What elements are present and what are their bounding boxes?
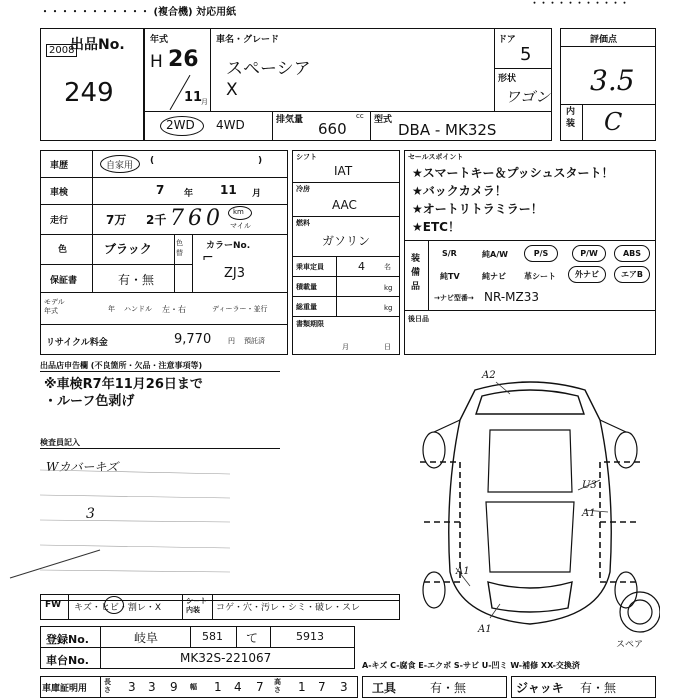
jack-label: ジャッキ <box>516 681 564 695</box>
year-label: 年式 <box>150 35 169 45</box>
mileage-label: 走行 <box>50 216 69 226</box>
sales-points-label: セールスポイント <box>408 153 464 161</box>
color-value: ブラック <box>104 242 152 256</box>
damage-legend: A-キズ C-腐食 E-エクボ S-サビ U-凹ミ W-補修 XX-交換済 <box>362 661 580 670</box>
height-d2: 7 <box>318 680 326 694</box>
seller-notes-label: 出品店申告欄 (不良箇所・欠品・注意事項等) <box>40 361 203 370</box>
lot-number: 249 <box>64 78 114 108</box>
inspector-scribble <box>0 440 400 600</box>
seller-note-1: ※車検R7年11月26日まで <box>44 377 203 392</box>
gross-unit: kg <box>384 304 393 312</box>
ac-value: AAC <box>332 198 357 212</box>
equipment-label: 装備品 <box>411 254 421 292</box>
equip-abs: ABS <box>614 245 650 262</box>
car-name: スペーシア <box>226 59 311 79</box>
ac-label: 冷房 <box>296 185 310 193</box>
equip-ext-navi: 外ナビ <box>568 266 606 283</box>
shift-label: シフト <box>296 153 317 161</box>
mileage-man: 7万 <box>106 213 127 227</box>
displacement-label: 排気量 <box>276 115 304 125</box>
recycle-label: リサイクル料金 <box>46 338 108 348</box>
mark-a2: A2 <box>482 370 496 381</box>
year-value: 26 <box>168 47 199 72</box>
equip-leather: 革シート <box>524 272 556 281</box>
sales-point-4: ★ETC！ <box>412 220 460 234</box>
color-label: 色 <box>58 245 68 255</box>
mark-a1-bottom: A1 <box>478 624 492 635</box>
shape-label: 形状 <box>498 74 517 84</box>
chassis-label: 車台No. <box>46 654 89 667</box>
drive-4wd: 4WD <box>216 118 245 132</box>
model-label: 型式 <box>374 115 393 125</box>
fuel-value: ガソリン <box>322 234 371 248</box>
fw-value: キズ・ヒビ・割レ・X <box>74 603 161 613</box>
width-d1: 1 <box>214 680 222 694</box>
inspection-month: 11 <box>220 183 237 197</box>
history-private: 自家用 <box>106 161 134 171</box>
gross-label: 総重量 <box>296 303 317 311</box>
handle-label: ハンドル <box>124 305 152 313</box>
width-label: 幅 <box>190 683 197 691</box>
mileage-mile: マイル <box>230 222 251 230</box>
length-label: 長さ <box>104 678 111 694</box>
jack-value: 有・無 <box>580 681 617 695</box>
sheet-value: コゲ・穴・汚レ・シミ・破レ・スレ <box>216 603 361 613</box>
shape-value: ワゴン <box>505 88 551 106</box>
recycle-amount: 9,770 <box>174 332 212 347</box>
reg-class: 581 <box>202 630 223 643</box>
equip-airbag: エアB <box>614 266 650 283</box>
height-d3: 3 <box>340 680 348 694</box>
equip-navi: 純ナビ <box>482 272 506 281</box>
interior-label: 内装 <box>566 107 576 129</box>
mark-a1-right: A1 <box>582 508 596 519</box>
score-label: 評価点 <box>590 35 618 45</box>
reg-kana: て <box>246 631 259 645</box>
mark-u3: U3 <box>582 480 597 491</box>
warranty-value: 有・無 <box>118 273 155 287</box>
equip-sr: S/R <box>442 249 457 258</box>
handle-value: 左・右 <box>162 305 186 314</box>
height-label: 高さ <box>274 678 281 694</box>
model-year-unit: 年 <box>108 305 115 313</box>
inspection-label: 車検 <box>50 188 69 198</box>
seats-value: 4 <box>358 260 365 273</box>
drive-2wd: 2WD <box>166 118 195 132</box>
color-change-label: 色替 <box>176 239 183 257</box>
seats-unit: 名 <box>384 263 391 271</box>
post-fit-label: 後日品 <box>408 315 429 323</box>
deadline-label: 書類期限 <box>296 320 324 328</box>
chassis-value: MK32S-221067 <box>180 651 272 665</box>
dealer-label: ディーラー・並行 <box>212 305 268 313</box>
year-month-unit: 月 <box>201 98 208 106</box>
sales-point-2: ★バックカメラ！ <box>412 184 507 198</box>
model-value: DBA - MK32S <box>398 121 497 139</box>
equip-tv: 純TV <box>440 272 460 281</box>
width-d2: 4 <box>234 680 242 694</box>
dimensions-box <box>40 676 358 698</box>
sales-point-3: ★オートリトラミラー！ <box>412 202 543 216</box>
deadline-day: 日 <box>384 343 391 351</box>
navi-model-label: →ナビ型番→ <box>434 294 474 302</box>
year-era: H <box>150 52 163 72</box>
door-label: ドア <box>498 35 516 45</box>
history-paren-open: ( <box>150 156 155 166</box>
equip-ps: P/S <box>524 245 558 262</box>
warranty-label: 保証書 <box>50 276 78 286</box>
mileage-km: km <box>233 208 244 216</box>
door-value: 5 <box>520 44 532 65</box>
mileage-rest: 760 <box>170 206 224 231</box>
reg-label: 登録No. <box>46 633 89 646</box>
score-value: 3.5 <box>590 64 635 97</box>
lot-year-tag: 2008 <box>46 44 77 57</box>
tools-value: 有・無 <box>430 681 467 695</box>
sheet-label: シート内装 <box>186 597 207 614</box>
inspection-year: 7 <box>156 183 165 197</box>
seats-label: 乗車定員 <box>296 263 324 271</box>
load-unit: kg <box>384 284 393 292</box>
shift-value: IAT <box>334 164 353 178</box>
displacement-unit: cc <box>356 112 364 120</box>
displacement-value: 660 <box>318 120 347 138</box>
navi-model: NR-MZ33 <box>484 290 540 304</box>
car-damage-diagram <box>400 372 660 640</box>
recycle-note: 預託済 <box>244 337 265 345</box>
color-code: ZJ3 <box>224 266 246 281</box>
length-d1: 3 <box>128 680 136 694</box>
inspection-year-unit: 年 <box>184 189 194 199</box>
reg-region: 岐阜 <box>134 631 159 645</box>
header-top-right: ・・・・・・・・・・・ <box>530 0 630 9</box>
interior-value: C <box>604 108 623 136</box>
length-d3: 9 <box>170 680 178 694</box>
deadline-month: 月 <box>342 343 349 351</box>
inspector-note-1: Wカバーキズ <box>46 460 119 474</box>
model-year-label: モデル年式 <box>44 298 65 315</box>
reg-serial: 5913 <box>296 630 324 643</box>
equip-pw: P/W <box>572 245 606 262</box>
dimensions-label: 車庫証明用 <box>42 684 88 694</box>
tools-label: 工具 <box>372 681 397 695</box>
inspector-label: 検査員記入 <box>40 438 80 447</box>
mark-a1-left: A1 <box>456 566 470 577</box>
inspector-note-2: 3 <box>86 506 95 522</box>
color-code-label: カラーNo. <box>206 241 251 251</box>
width-d3: 7 <box>256 680 264 694</box>
inspection-month-unit: 月 <box>252 189 262 199</box>
equip-alloy: 純A/W <box>482 250 508 259</box>
color-code-bracket: ⌐ <box>202 250 214 266</box>
fw-circle <box>104 596 124 614</box>
history-paren-close: ) <box>258 156 263 166</box>
length-d2: 3 <box>148 680 156 694</box>
car-grade: X <box>226 80 238 100</box>
year-month: 11 <box>184 90 203 105</box>
history-label: 車歴 <box>50 161 69 171</box>
spare-label: スペア <box>616 640 644 650</box>
sales-point-1: ★スマートキー＆プッシュスタート！ <box>412 166 614 180</box>
lot-label: 出品No. <box>70 37 125 53</box>
mileage-sen: 2千 <box>146 213 167 227</box>
header-top-line: ・・・・・・・・・・・ (複合機) 対応用紙 <box>40 7 237 18</box>
fuel-label: 燃料 <box>296 219 310 227</box>
recycle-unit: 円 <box>228 337 235 345</box>
height-d1: 1 <box>298 680 306 694</box>
load-label: 積載量 <box>296 283 317 291</box>
name-label: 車名・グレード <box>216 35 280 45</box>
seller-note-2: ・ルーフ色剥げ <box>44 394 135 409</box>
fw-label: FW <box>45 600 62 610</box>
